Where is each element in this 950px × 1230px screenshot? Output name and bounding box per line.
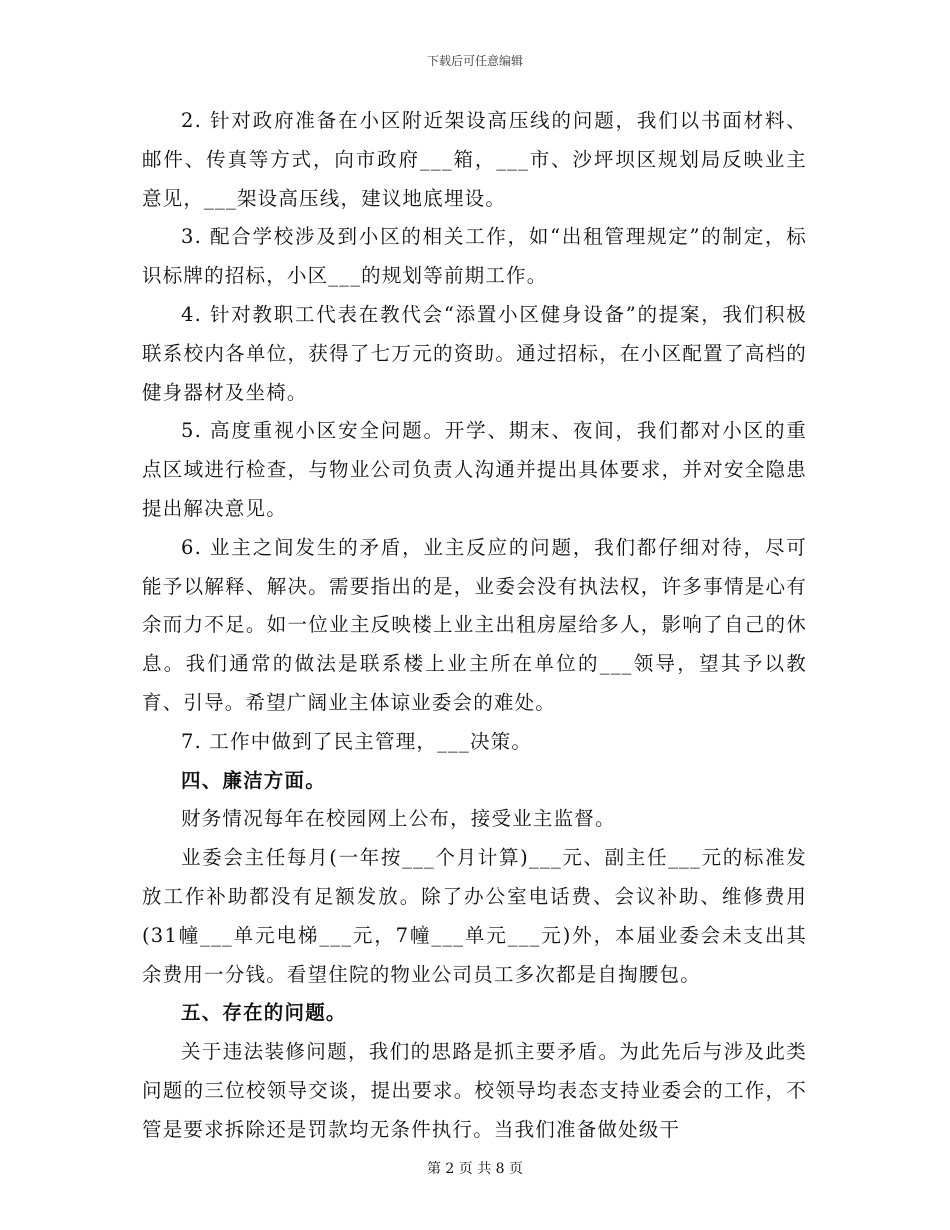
paragraph-item-2: 2. 针对政府准备在小区附近架设高压线的问题，我们以书面材料、邮件、传真等方式，向市政府___箱，___市、沙坪坝区规划局反映业主意见，___架设高压线，建议地底埋设。	[142, 109, 807, 210]
page-header: 下载后可任意编辑	[426, 54, 523, 68]
page-number: 第 2 页 共 8 页	[426, 1161, 524, 1177]
section-heading-problems: 五、存在的问题。	[181, 1001, 347, 1025]
paragraph-item-3: 3. 配合学校涉及到小区的相关工作，如“出租管理规定”的制定，标识标牌的招标，小区___的规划等前期工作。	[142, 225, 807, 288]
paragraph-item-7: 7. 工作中做到了民主管理，___决策。	[181, 729, 533, 753]
paragraph-renovation: 关于违法装修问题，我们的思路是抓主要矛盾。为此先后与涉及此类问题的三位校领导交谈，提出要求。校领导均表态支持业委会的工作，不管是要求拆除还是罚款均无条件执行。当我们准备做处级干	[142, 1040, 807, 1141]
section-heading-integrity: 四、廉洁方面。	[181, 768, 326, 792]
paragraph-allowance: 业委会主任每月(一年按___个月计算)___元、副主任___元的标准发放工作补助都没有足额发放。除了办公室电话费、会议补助、维修费用(31幢___单元电梯___元，7幢___单元___元)外，本届业委会未支出其余费用一分钱。看望住院的物业公司员工多次都是自掏腰包。	[142, 846, 807, 986]
paragraph-item-6: 6. 业主之间发生的矛盾，业主反应的问题，我们都仔细对待，尽可能予以解释、解决。需要指出的是，业委会没有执法权，许多事情是心有余而力不足。如一位业主反映楼上业主出租房屋给多人，影响了自己的休息。我们通常的做法是联系楼上业主所在单位的___领导，望其予以教育、引导。希望广阔业主体谅业委会的难处。	[142, 535, 807, 714]
document-body	[142, 102, 807, 1150]
paragraph-finance: 财务情况每年在校园网上公布，接受业主监督。	[181, 807, 616, 831]
paragraph-item-5: 5. 高度重视小区安全问题。开学、期末、夜间，我们都对小区的重点区域进行检查，与物业公司负责人沟通并提出具体要求，并对安全隐患提出解决意见。	[142, 419, 807, 520]
paragraph-item-4: 4. 针对教职工代表在教代会“添置小区健身设备”的提案，我们积极联系校内各单位，获得了七万元的资助。通过招标，在小区配置了高档的健身器材及坐椅。	[142, 302, 807, 404]
